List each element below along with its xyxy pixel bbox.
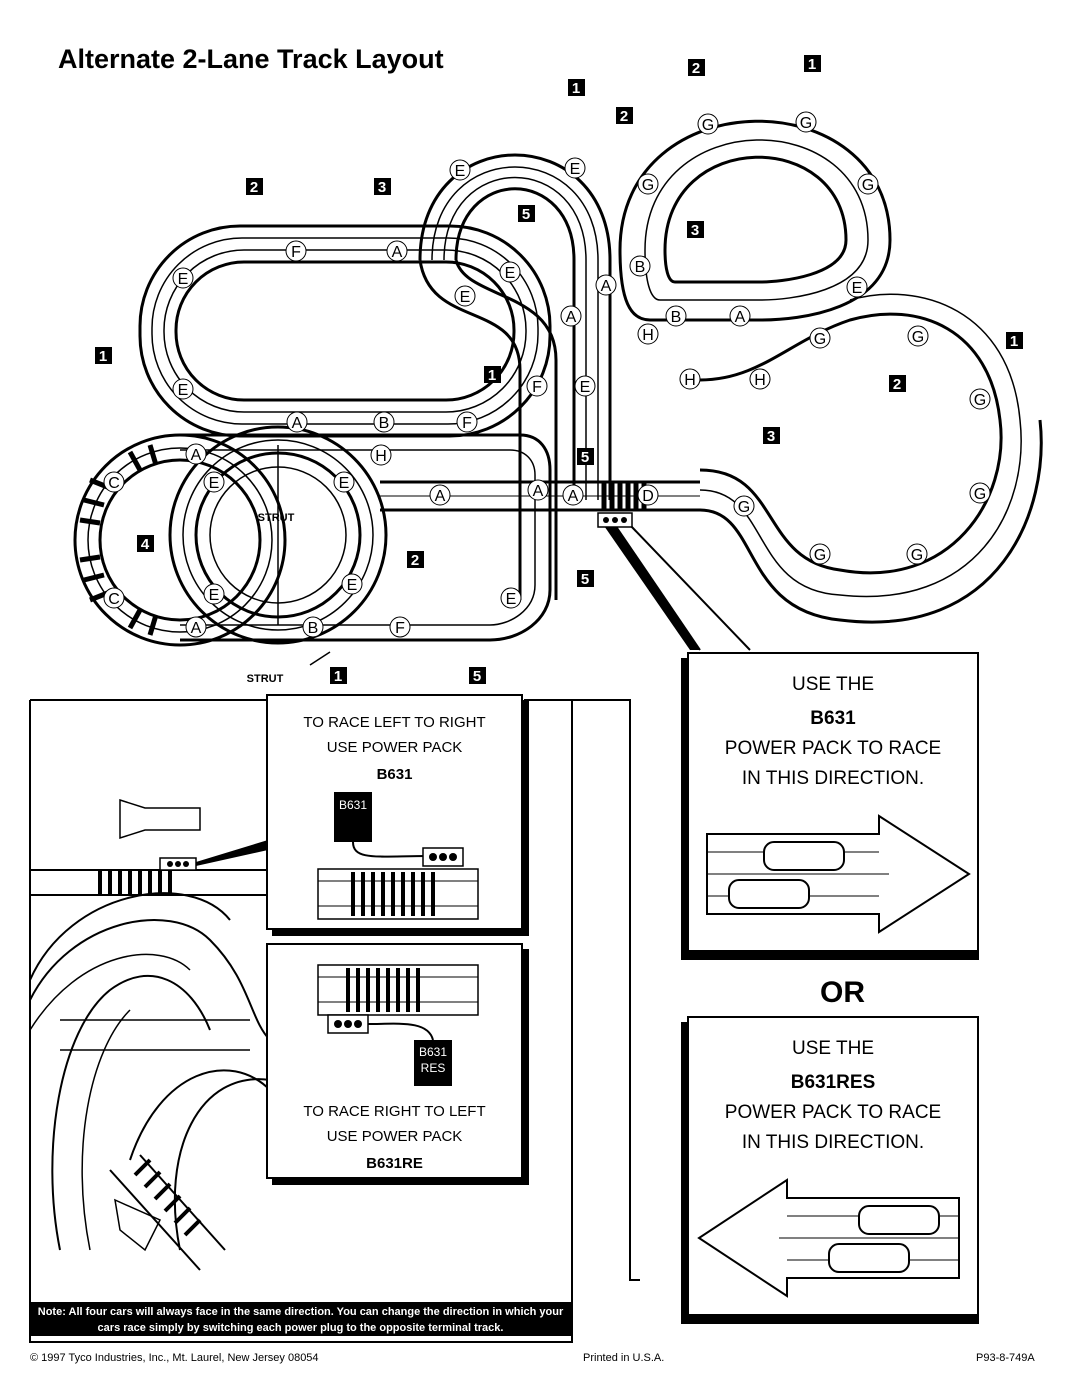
svg-text:E: E (504, 265, 516, 282)
footer-code: P93-8-749A (976, 1352, 1035, 1364)
callout-track-illustration-2 (268, 945, 521, 1095)
label-g-4 (858, 174, 878, 194)
label-b-4 (303, 617, 323, 637)
label-e-10 (334, 472, 354, 492)
count-box-14 (577, 448, 594, 466)
svg-text:2: 2 (892, 376, 902, 393)
svg-text:E: E (459, 289, 471, 306)
lower-left-circles-track (75, 427, 386, 645)
svg-text:F: F (395, 620, 405, 637)
panel-b631 (687, 652, 979, 952)
svg-text:G: G (973, 392, 987, 409)
right-arrow-with-cars (689, 804, 977, 954)
label-e-4 (565, 158, 585, 178)
page-title: Alternate 2-Lane Track Layout (58, 44, 444, 74)
count-box-10 (484, 366, 501, 384)
panel1-line2: B631 (810, 708, 856, 729)
count-box-11 (1006, 332, 1023, 350)
label-h-3 (750, 369, 770, 389)
label-e-7 (575, 376, 595, 396)
label-a-1 (387, 241, 407, 261)
pack-label-2: RES (420, 1061, 446, 1075)
svg-text:5: 5 (580, 571, 590, 588)
svg-text:2: 2 (410, 552, 420, 569)
label-g-10 (810, 544, 830, 564)
label-a-3 (596, 275, 616, 295)
svg-text:A: A (734, 309, 746, 326)
strut-label-2: STRUT (246, 673, 284, 685)
svg-text:E: E (505, 591, 517, 608)
svg-text:A: A (434, 488, 446, 505)
left-arrow-with-cars (689, 1168, 977, 1318)
label-d-1 (638, 485, 658, 505)
label-a-5 (730, 306, 750, 326)
or-label: OR (820, 976, 865, 1009)
svg-text:B: B (378, 415, 390, 432)
upper-left-oval-track (140, 226, 550, 436)
label-e-1 (173, 268, 193, 288)
count-box-9 (95, 347, 112, 365)
footer-copyright: © 1997 Tyco Industries, Inc., Mt. Laurel, New Jersey 08054 (30, 1352, 319, 1364)
svg-text:C: C (108, 591, 120, 608)
svg-text:G: G (973, 486, 987, 503)
panel2-line2: B631RES (790, 1072, 876, 1093)
svg-text:2: 2 (619, 108, 629, 125)
label-g-7 (970, 389, 990, 409)
svg-text:E: E (177, 271, 189, 288)
b631res-power-pack (414, 1040, 452, 1086)
callout-line2: USE POWER PACK (326, 739, 463, 756)
label-g-6 (908, 326, 928, 346)
svg-text:A: A (532, 483, 544, 500)
svg-text:G: G (813, 331, 827, 348)
svg-text:2: 2 (249, 179, 259, 196)
svg-text:E: E (851, 280, 863, 297)
panel1-line3: POWER PACK TO RACE (724, 738, 942, 759)
svg-text:A: A (600, 278, 612, 295)
svg-text:5: 5 (521, 206, 531, 223)
svg-text:E: E (208, 475, 220, 492)
label-e-3 (450, 160, 470, 180)
svg-text:G: G (701, 117, 715, 134)
panel2-line3: POWER PACK TO RACE (724, 1102, 942, 1123)
panel-b631res (687, 1016, 979, 1316)
svg-text:F: F (532, 379, 542, 396)
label-e-2 (173, 379, 193, 399)
svg-text:A: A (291, 415, 303, 432)
svg-text:A: A (190, 447, 202, 464)
svg-text:G: G (813, 547, 827, 564)
svg-text:3: 3 (377, 179, 387, 196)
note-box: Note: All four cars will always face in the same direction. You can change the direction in which your cars race simply by switching each power plug to the opposite terminal track. (30, 1302, 571, 1336)
svg-text:E: E (569, 161, 581, 178)
panel1-line1: USE THE (791, 674, 874, 695)
label-e-11 (204, 584, 224, 604)
svg-text:1: 1 (1009, 333, 1019, 350)
count-box-1 (568, 79, 585, 97)
callout-left-to-right (266, 694, 523, 930)
label-e-13 (501, 588, 521, 608)
label-a-2 (287, 412, 307, 432)
label-e-8 (847, 277, 867, 297)
label-e-12 (342, 574, 362, 594)
pack-label-1: B631 (418, 1045, 448, 1059)
svg-text:E: E (177, 382, 189, 399)
b631-power-pack: B631 (334, 792, 372, 842)
label-e-6 (455, 286, 475, 306)
panel1-line4: IN THIS DIRECTION. (741, 768, 925, 789)
svg-text:3: 3 (766, 428, 776, 445)
label-g-5 (810, 328, 830, 348)
count-box-12 (889, 375, 906, 393)
label-f-3 (527, 376, 547, 396)
label-g-9 (734, 496, 754, 516)
count-box-8 (687, 221, 704, 239)
count-box-18 (330, 667, 347, 685)
svg-text:E: E (338, 475, 350, 492)
svg-text:E: E (579, 379, 591, 396)
svg-text:F: F (291, 244, 301, 261)
svg-text:A: A (391, 244, 403, 261)
label-a-4 (561, 306, 581, 326)
svg-text:1: 1 (487, 367, 497, 384)
callout-right-to-left (266, 943, 523, 1179)
count-box-7 (518, 205, 535, 223)
svg-text:F: F (462, 415, 472, 432)
callout2-line2: USE POWER PACK (326, 1128, 463, 1145)
svg-text:4: 4 (140, 536, 150, 553)
label-a-7 (430, 485, 450, 505)
svg-text:H: H (375, 448, 387, 465)
svg-text:E: E (346, 577, 358, 594)
label-f-1 (286, 241, 306, 261)
svg-text:G: G (861, 177, 875, 194)
label-e-5 (500, 262, 520, 282)
svg-text:A: A (567, 488, 579, 505)
label-e-9 (204, 472, 224, 492)
label-g-1 (698, 114, 718, 134)
label-a-6 (186, 444, 206, 464)
callout2-line3: B631RE (366, 1155, 423, 1172)
count-box-4 (804, 55, 821, 73)
label-g-8 (970, 483, 990, 503)
label-b-1 (374, 412, 394, 432)
svg-text:1: 1 (98, 348, 108, 365)
svg-text:H: H (642, 327, 654, 344)
svg-text:3: 3 (690, 222, 700, 239)
footer-printed: Printed in U.S.A. (583, 1352, 665, 1364)
label-g-3 (638, 174, 658, 194)
label-c-1 (104, 472, 124, 492)
svg-text:B: B (307, 620, 319, 637)
label-a-10 (186, 617, 206, 637)
svg-text:D: D (642, 488, 654, 505)
count-box-13 (763, 427, 780, 445)
callout-track-illustration (268, 696, 521, 928)
svg-text:1: 1 (807, 56, 817, 73)
label-a-8 (528, 480, 548, 500)
right-loop-track (700, 294, 1041, 622)
callout2-line1: TO RACE RIGHT TO LEFT (303, 1103, 486, 1120)
count-box-19 (469, 667, 486, 685)
panel2-line1: USE THE (791, 1038, 874, 1059)
svg-text:5: 5 (472, 668, 482, 685)
label-h-4 (371, 445, 391, 465)
label-g-2 (796, 112, 816, 132)
svg-text:1: 1 (571, 80, 581, 97)
count-box-5 (246, 178, 263, 196)
svg-text:G: G (910, 547, 924, 564)
panel2-line4: IN THIS DIRECTION. (741, 1132, 925, 1153)
svg-text:G: G (799, 115, 813, 132)
svg-text:H: H (684, 372, 696, 389)
label-b-2 (630, 256, 650, 276)
svg-text:B: B (670, 309, 682, 326)
track-letter-labels (104, 112, 990, 637)
count-box-16 (407, 551, 424, 569)
svg-text:C: C (108, 475, 120, 492)
count-box-6 (374, 178, 391, 196)
label-f-4 (390, 617, 410, 637)
svg-text:G: G (737, 499, 751, 516)
label-h-2 (680, 369, 700, 389)
svg-text:G: G (911, 329, 925, 346)
svg-text:E: E (454, 163, 466, 180)
label-b-3 (666, 306, 686, 326)
callout-line3: B631 (376, 766, 413, 783)
label-f-2 (457, 412, 477, 432)
svg-text:2: 2 (691, 60, 701, 77)
svg-text:5: 5 (580, 449, 590, 466)
svg-text:H: H (754, 372, 766, 389)
svg-text:B: B (634, 259, 646, 276)
svg-text:A: A (565, 309, 577, 326)
label-h-1 (638, 324, 658, 344)
svg-text:1: 1 (333, 668, 343, 685)
count-box-2 (616, 107, 633, 125)
count-box-17 (577, 570, 594, 588)
svg-text:E: E (208, 587, 220, 604)
count-box-15 (137, 535, 154, 553)
label-g-11 (907, 544, 927, 564)
label-a-9 (563, 485, 583, 505)
label-c-2 (104, 588, 124, 608)
piece-count-boxes (95, 55, 1023, 685)
svg-text:A: A (190, 620, 202, 637)
count-box-3 (688, 59, 705, 77)
svg-text:G: G (641, 177, 655, 194)
strut-label-1: STRUT (257, 512, 295, 524)
callout-line1: TO RACE LEFT TO RIGHT (303, 714, 486, 731)
